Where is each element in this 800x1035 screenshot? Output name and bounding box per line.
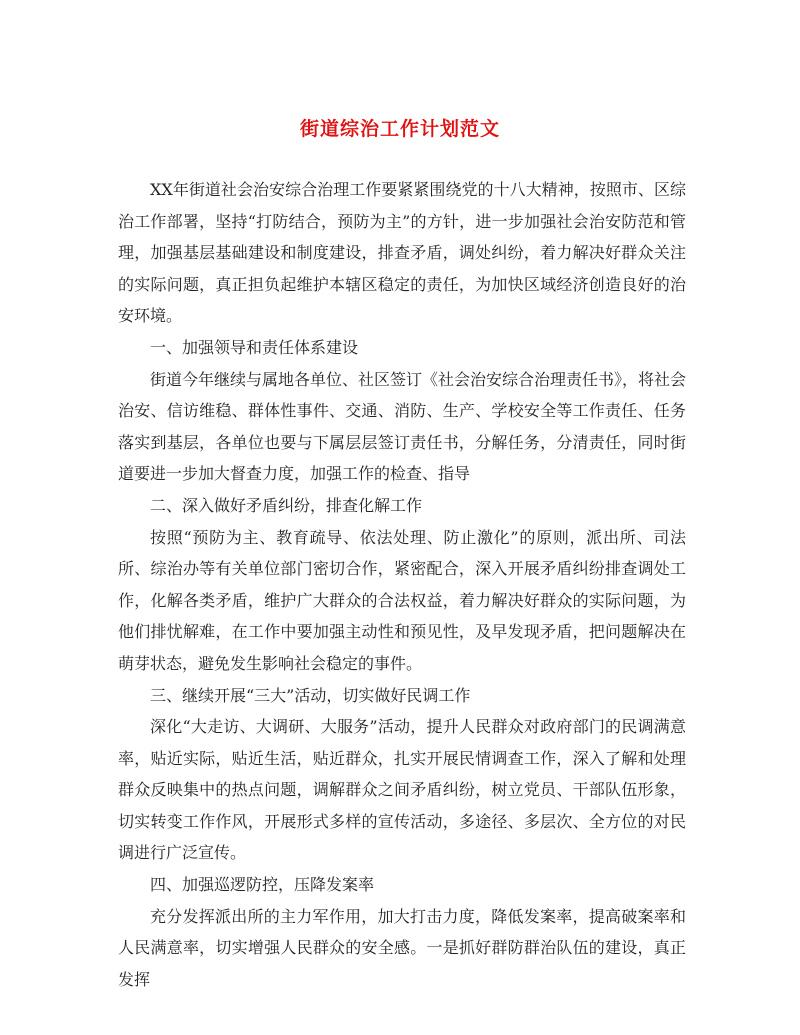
section-heading-2: 二、深入做好矛盾纠纷，排查化解工作 [150,495,423,515]
section-paragraph-1: 街道今年继续与属地各单位、社区签订《社会治安综合治理责任书》，将社会治安、信访维稳、群体性事件、交通、消防、生产、学校安全等工作责任、任务落实到基层，各单位也要与下属层层签订责任书，分解任务，分清责任，同时街道要进一步加大督查力度，加强工作的检查、指导 [118,369,687,484]
document-body [118,174,686,995]
section-paragraph-2: 按照“预防为主、教育疏导、依法处理、防止激化”的原则，派出所、司法所、综治办等有关单位部门密切合作，紧密配合，深入开展矛盾纠纷排查调处工作，化解各类矛盾，维护广大群众的合法权益，着力解决好群众的实际问题，为他们排忧解难，在工作中要加强主动性和预见性，及早发现矛盾，把问题解决在萌芽状态，避免发生影响社会稳定的事件。 [118,527,686,673]
section-paragraph-4: 充分发挥派出所的主力军作用，加大打击力度，降低发案率，提高破案率和人民满意率，切实增强人民群众的安全感。一是抓好群防群治队伍的建设，真正发挥 [118,906,686,989]
section-heading-4: 四、加强巡逻防控，压降发案率 [150,875,375,895]
section-heading-3: 三、继续开展“三大”活动，切实做好民调工作 [150,685,471,705]
section-heading-1: 一、加强领导和责任体系建设 [150,337,359,357]
document-title: 街道综治工作计划范文 [299,118,500,140]
section-paragraph-3: 深化“大走访、大调研、大服务”活动，提升人民群众对政府部门的民调满意率，贴近实际，贴近生活，贴近群众，扎实开展民情调查工作，深入了解和处理群众反映集中的热点问题，调解群众之间矛盾纠纷，树立党员、干部队伍形象，切实转变工作作风，开展形式多样的宣传活动，多途径、多层次、全方位的对民调进行广泛宣传。 [118,717,686,863]
intro-paragraph: XX年街道社会治安综合治理工作要紧紧围绕党的十八大精神，按照市、区综治工作部署，坚持“打防结合，预防为主”的方针，进一步加强社会治安防范和管理，加强基层基础建设和制度建设，排查矛盾，调处纠纷，着力解决好群众关注的实际问题，真正担负起维护本辖区稳定的责任，为加快区域经济创造良好的治安环境。 [118,180,686,326]
